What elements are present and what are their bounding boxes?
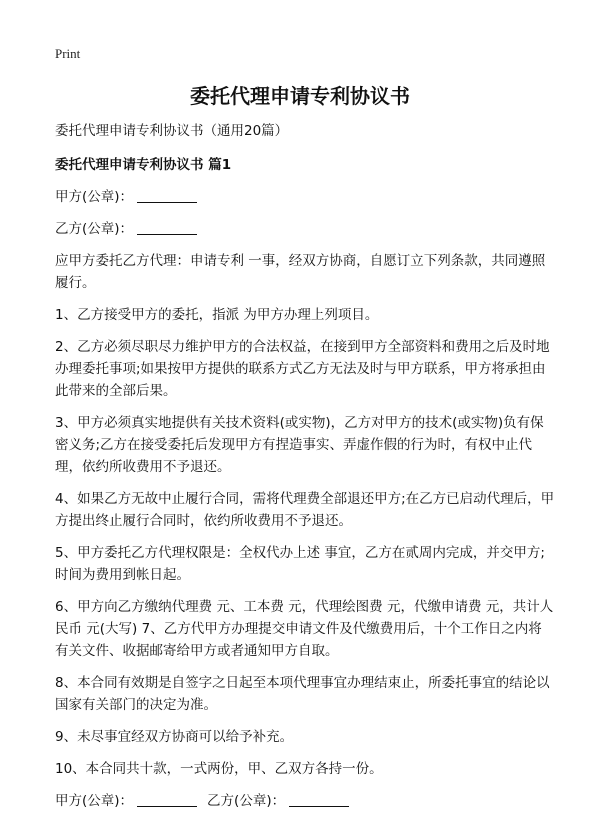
sign-b-blank — [289, 792, 349, 807]
party-b-line — [55, 218, 555, 240]
clause-6: 6、甲方向乙方缴纳代理费 元、工本费 元，代理绘图费 元，代缴申请费 元，共计人民币 元(大写) 7、乙方代甲方办理提交申请文件及代缴费用后，十个工作日之内将有关文件、收据邮寄给甲方或者通知甲方自取。 — [55, 599, 554, 659]
print-link[interactable]: Print — [55, 46, 81, 61]
document-body — [55, 120, 555, 822]
party-b-blank — [137, 220, 197, 235]
party-a-blank — [137, 188, 197, 203]
clause-9: 9、未尽事宜经双方协商可以给予补充。 — [55, 729, 294, 745]
party-a-line — [55, 186, 555, 208]
intro-paragraph: 应甲方委托乙方代理：申请专利 一事，经双方协商，自愿订立下列条款，共同遵照履行。 — [55, 253, 546, 291]
clause-10: 10、本合同共十款，一式两份，甲、乙双方各持一份。 — [55, 761, 383, 777]
page-title: 委托代理申请专利协议书 — [190, 84, 410, 108]
section-heading: 委托代理申请专利协议书 篇1 — [55, 157, 232, 173]
clause-4: 4、如果乙方无故中止履行合同，需将代理费全部退还甲方;在乙方已启动代理后，甲方提出终止履行合同时，依约所收费用不予退还。 — [55, 491, 555, 529]
clause-2: 2、乙方必须尽职尽力维护甲方的合法权益，在接到甲方全部资料和费用之后及时地办理委托事项;如果按甲方提供的联系方式乙方无法及时与甲方联系，甲方将承担由此带来的全部后果。 — [55, 339, 550, 399]
party-b-label: 乙方(公章)： — [55, 221, 134, 237]
sign-a-blank — [137, 792, 197, 807]
document-subtitle: 委托代理申请专利协议书（通用20篇） — [55, 123, 289, 139]
clause-1: 1、乙方接受甲方的委托，指派 为甲方办理上列项目。 — [55, 307, 379, 323]
sign-a-label: 甲方(公章)： — [55, 793, 134, 809]
clause-3: 3、甲方必须真实地提供有关技术资料(或实物)，乙方对甲方的技术(或实物)负有保密义务;乙方在接受委托后发现甲方有捏造事实、弄虚作假的行为时，有权中止代理，依约所收费用不予退还。 — [55, 415, 544, 475]
clause-8: 8、本合同有效期是自签字之日起至本项代理事宜办理结束止，所委托事宜的结论以国家有关部门的决定为准。 — [55, 675, 550, 713]
signature-line — [55, 790, 555, 812]
sign-b-label: 乙方(公章)： — [207, 793, 286, 809]
party-a-label: 甲方(公章)： — [55, 189, 134, 205]
clause-5: 5、甲方委托乙方代理权限是：全权代办上述 事宜，乙方在贰周内完成，并交甲方;时间为费用到帐日起。 — [55, 545, 545, 583]
